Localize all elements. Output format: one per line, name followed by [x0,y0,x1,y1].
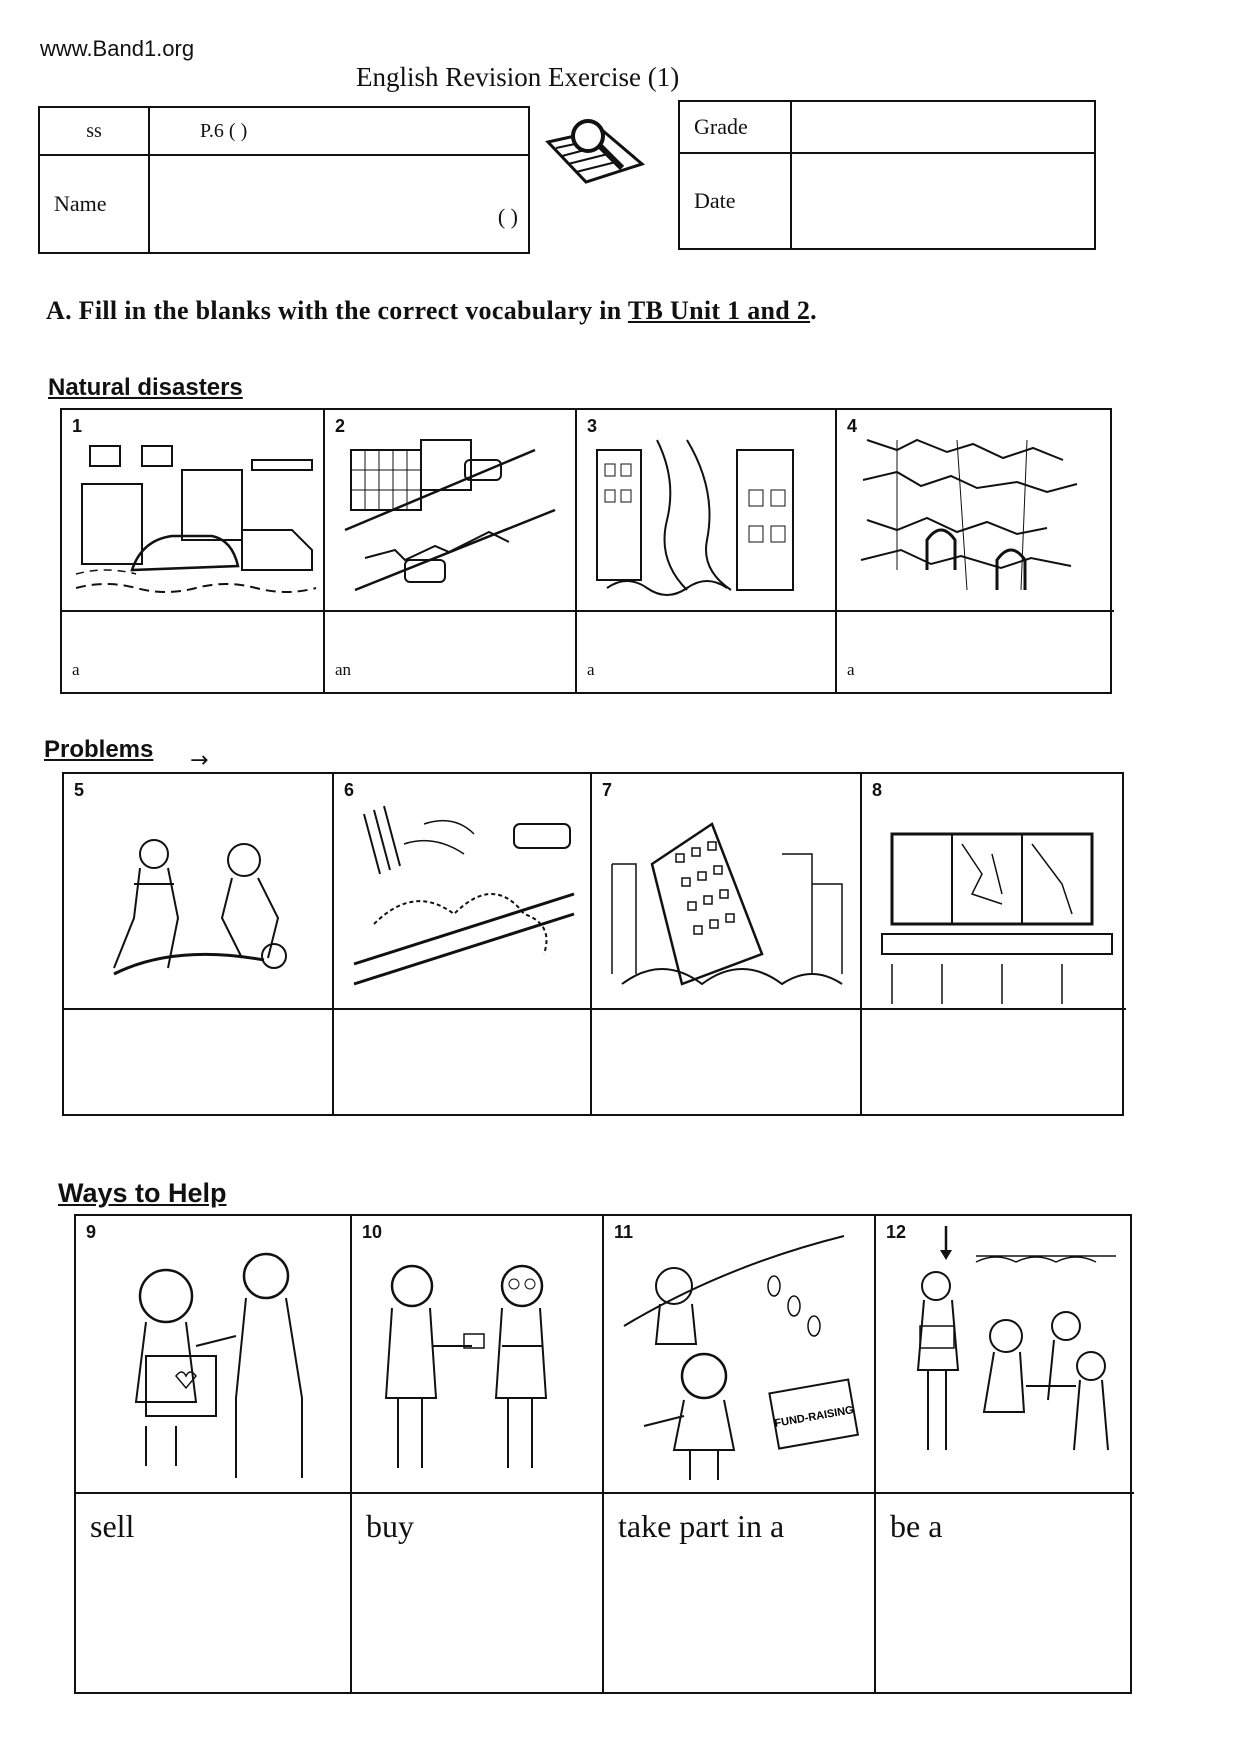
section-title-problems: Problems [44,736,154,763]
answer-field-10[interactable]: buy [366,1508,414,1544]
selling-illustration [76,1216,350,1494]
item-number: 5 [74,780,85,800]
arrow-icon: → [190,748,209,773]
answer-field-12[interactable]: be a [890,1508,943,1544]
item-number: 1 [72,416,83,436]
item-7 [592,774,862,1114]
broken-window-illustration [862,774,1126,1010]
collapsed-building-illustration [592,774,860,1010]
volunteer-illustration [876,1216,1134,1494]
instruction: A. Fill in the blanks with the correct vocabulary in TB Unit 1 and 2. [46,296,817,325]
item-number: 4 [847,416,858,436]
site-url: www.Band1.org [40,36,195,61]
item-1 [62,410,325,692]
item-3 [577,410,837,692]
item-9 [76,1216,352,1692]
date-label: Date [679,153,791,249]
item-12 [876,1216,1134,1692]
answer-field-2[interactable]: an [335,660,352,679]
item-number: 9 [86,1222,97,1242]
item-number: 6 [344,780,355,800]
natural-disasters-grid [60,408,1112,694]
answer-field-8[interactable] [862,1010,1126,1114]
class-label: ss [39,107,149,155]
answer-field-7[interactable] [592,1010,860,1114]
item-number: 12 [886,1222,907,1242]
item-number: 11 [614,1222,634,1242]
instruction-reference: TB Unit 1 and 2 [627,296,811,325]
name-field[interactable] [149,155,529,253]
item-number: 10 [362,1222,383,1242]
item-2 [325,410,577,692]
class-value: P.6 ( ) [149,107,529,155]
answer-field-5[interactable] [64,1010,332,1114]
ways-to-help-grid [74,1214,1132,1694]
item-6 [334,774,592,1114]
item-number: 3 [587,416,598,436]
student-info-table [38,106,530,254]
item-11 [604,1216,876,1692]
item-5 [64,774,334,1114]
fund-raising-sign: FUND-RAISING [773,1404,855,1430]
item-number: 2 [335,416,346,436]
item-number: 8 [872,780,883,800]
buying-illustration [352,1216,602,1494]
item-8 [862,774,1126,1114]
section-title-natural-disasters: Natural disasters [48,374,243,401]
problems-grid [62,772,1124,1116]
landslide-illustration [577,410,835,612]
answer-field-6[interactable] [334,1010,590,1114]
earthquake-illustration [325,410,575,612]
answer-field-4[interactable]: a [847,660,855,679]
name-label: Name [39,155,149,253]
item-4 [837,410,1114,692]
class-number-bracket: ( ) [497,204,518,229]
grade-info-table [678,100,1096,250]
answer-field-11[interactable]: take part in a [618,1508,785,1544]
answer-field-1[interactable]: a [72,660,80,679]
fundraising-illustration [604,1216,874,1494]
item-number: 7 [602,780,613,800]
injured-person-illustration [64,774,332,1010]
answer-field-3[interactable]: a [587,660,595,679]
flood-illustration [62,410,323,612]
fallen-tree-illustration [334,774,590,1010]
section-title-ways-to-help: Ways to Help [58,1178,227,1208]
page-title: English Revision Exercise (1) [356,62,680,92]
date-field[interactable] [791,153,1095,249]
drought-illustration [837,410,1114,612]
grade-field[interactable] [791,101,1095,153]
book-magnifier-icon [542,112,654,192]
grade-label: Grade [679,101,791,153]
item-10 [352,1216,604,1692]
answer-field-9[interactable]: sell [90,1508,135,1544]
